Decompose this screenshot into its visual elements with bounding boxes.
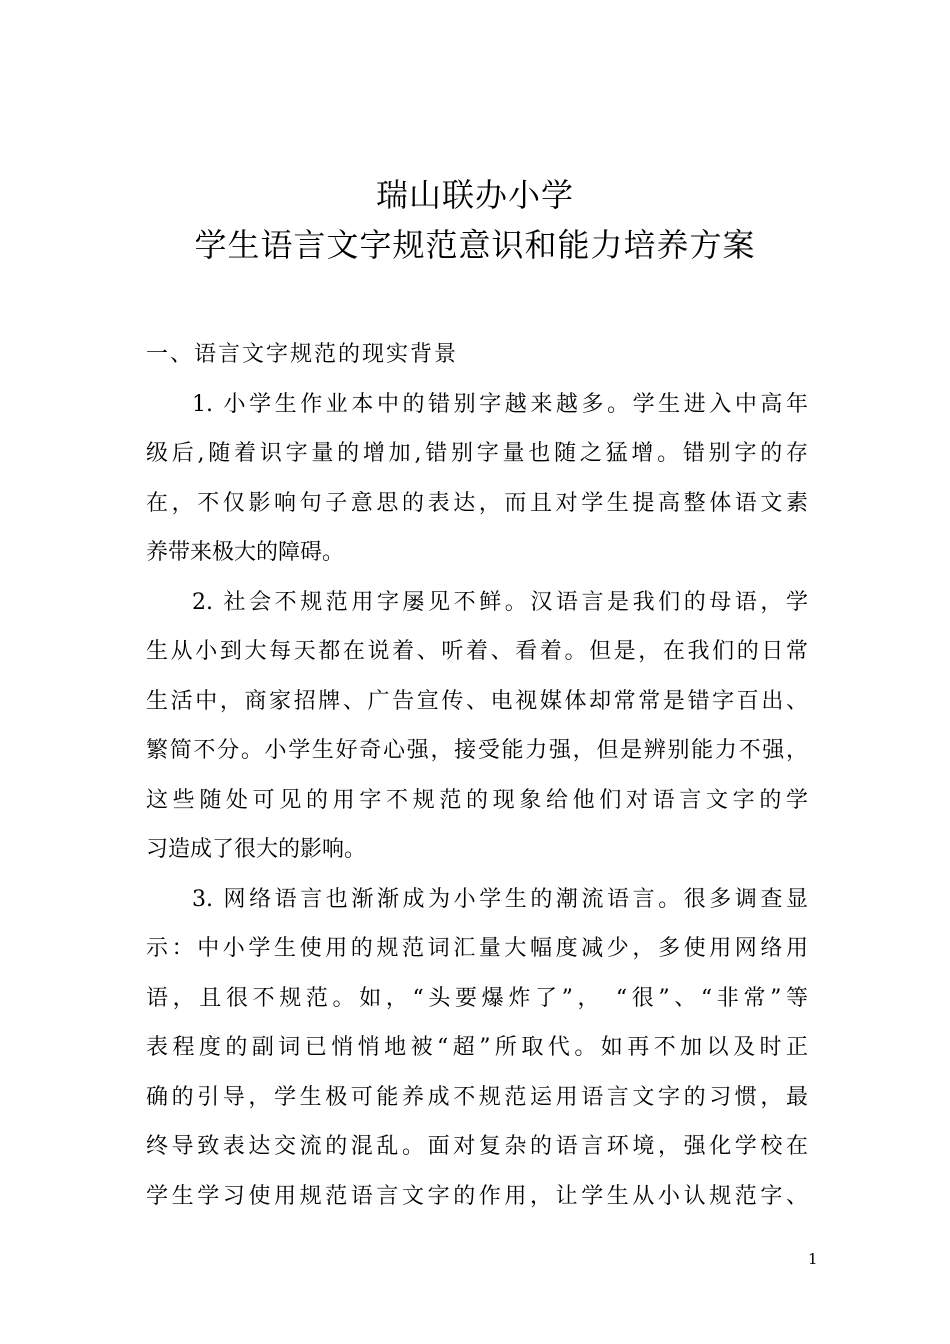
paragraph-line: 繁简不分。小学生好奇心强，接受能力强，但是辨别能力不强， xyxy=(146,738,808,763)
paragraph-line: 示：中小学生使用的规范词汇量大幅度减少，多使用网络用 xyxy=(146,936,808,961)
document-title xyxy=(0,170,950,270)
paragraph-line: 习造成了很大的影响。 xyxy=(146,837,367,862)
document-body xyxy=(146,330,808,1221)
paragraph-line: 语，且很不规范。如，“头要爆炸了”， “很”、“非常”等 xyxy=(146,985,808,1011)
paragraph-line: 3. 网络语言也渐渐成为小学生的潮流语言。很多调查显 xyxy=(192,886,808,912)
paragraph-line: 2. 社会不规范用字屡见不鲜。汉语言是我们的母语，学 xyxy=(192,589,808,615)
paragraph-line: 确的引导，学生极可能养成不规范运用语言文字的习惯，最 xyxy=(146,1084,808,1110)
paragraph-line: 生活中，商家招牌、广告宣传、电视媒体却常常是错字百出、 xyxy=(146,688,808,714)
paragraph-line: 生从小到大每天都在说着、听着、看着。但是，在我们的日常 xyxy=(146,639,808,664)
paragraph-line: 这些随处可见的用字不规范的现象给他们对语言文字的学 xyxy=(146,787,808,813)
paragraph-2 xyxy=(146,578,808,875)
plan-title: 学生语言文字规范意识和能力培养方案 xyxy=(194,226,756,264)
page-number: 1 xyxy=(808,1250,818,1268)
paragraph-line: 学生学习使用规范语言文字的作用，让学生从小认规范字、 xyxy=(146,1183,808,1209)
school-name-title: 瑞山联办小学 xyxy=(375,176,574,214)
paragraph-line: 表程度的副词已悄悄地被“超”所取代。如再不加以及时正 xyxy=(146,1035,808,1060)
section-heading: 一、语言文字规范的现实背景 xyxy=(146,342,459,367)
paragraph-line: 级后,随着识字量的增加,错别字量也随之猛增。错别字的存 xyxy=(146,441,808,466)
paragraph-3 xyxy=(146,875,808,1222)
paragraph-line: 终导致表达交流的混乱。面对复杂的语言环境，强化学校在 xyxy=(146,1134,808,1159)
paragraph-1 xyxy=(146,380,808,578)
paragraph-line: 养带来极大的障碍。 xyxy=(146,540,345,565)
paragraph-line: 1. 小学生作业本中的错别字越来越多。学生进入中高年 xyxy=(192,391,808,417)
paragraph-line: 在，不仅影响句子意思的表达，而且对学生提高整体语文素 xyxy=(146,490,808,516)
